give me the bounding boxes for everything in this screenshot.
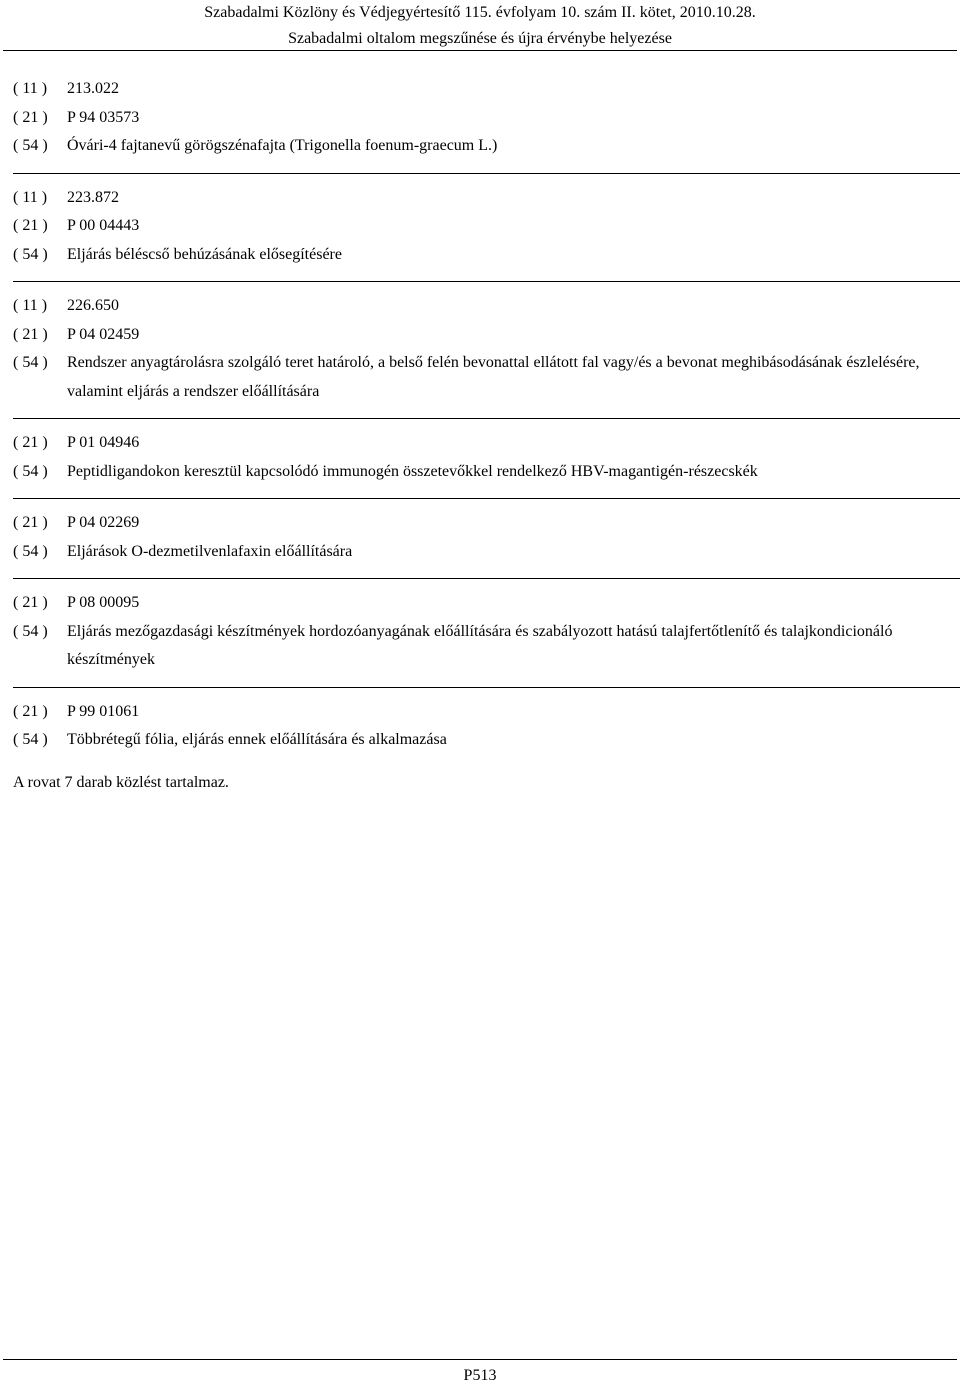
field-code: ( 54 )	[13, 137, 48, 154]
record-divider	[13, 418, 960, 419]
field-21	[13, 429, 948, 458]
record-divider	[13, 687, 960, 688]
field-54	[13, 726, 948, 755]
field-value: Eljárás mezőgazdasági készítmények hordozóanyagának előállítására és szabályozott hatású talajfertőtlenítő és talajkondicionáló készítmények	[67, 622, 893, 668]
field-value: Többrétegű fólia, eljárás ennek előállítására és alkalmazása	[67, 731, 447, 748]
record-2	[13, 184, 948, 276]
header-divider	[3, 50, 957, 51]
field-code: ( 21 )	[13, 108, 48, 126]
field-code: ( 54 )	[13, 462, 48, 480]
field-54	[13, 349, 948, 406]
record-4	[13, 429, 948, 492]
record-list	[13, 75, 948, 797]
field-code: ( 11 )	[13, 80, 48, 97]
field-value: P 99 01061	[67, 702, 140, 720]
field-code: ( 21 )	[13, 594, 48, 611]
record-3	[13, 292, 948, 412]
field-value: 226.650	[67, 297, 119, 314]
field-code: ( 21 )	[13, 514, 48, 531]
field-21	[13, 509, 948, 538]
page-number: P513	[463, 1367, 497, 1384]
field-value: Eljárás béléscső behúzásának elősegítésére	[67, 245, 342, 263]
field-value: P 00 04443	[67, 217, 140, 234]
field-11	[13, 184, 948, 213]
field-value: Rendszer anyagtárolásra szolgáló teret határoló, a belső felén bevonattal ellátott fal vagy/és a bevonat meghibásodásának észlelésére, valamint eljárás a rendszer előállítására	[67, 354, 920, 400]
field-code: ( 11 )	[13, 188, 48, 206]
field-value: Eljárások O-dezmetilvenlafaxin előállítására	[67, 542, 353, 560]
field-value: 223.872	[67, 188, 119, 206]
field-54	[13, 618, 948, 675]
field-21	[13, 104, 948, 133]
field-value: P 04 02269	[67, 514, 140, 531]
field-code: ( 54 )	[13, 354, 48, 371]
field-value: P 08 00095	[67, 594, 140, 611]
record-6	[13, 589, 948, 681]
field-value: Peptidligandokon keresztül kapcsolódó immunogén összetevőkkel rendelkező HBV-magantigén-részecskék	[67, 462, 758, 480]
field-code: ( 54 )	[13, 245, 48, 263]
field-54	[13, 132, 948, 161]
field-54	[13, 241, 948, 270]
field-11	[13, 292, 948, 321]
field-value: Óvári-4 fajtanevű görögszénafajta (Trigonella foenum-graecum L.)	[67, 137, 498, 154]
field-21	[13, 321, 948, 350]
field-value: P 04 02459	[67, 325, 140, 343]
field-code: ( 54 )	[13, 622, 48, 640]
section-title: Szabadalmi oltalom megszűnése és újra érvénybe helyezése	[288, 30, 672, 47]
field-21	[13, 589, 948, 618]
section-summary: A rovat 7 darab közlést tartalmaz.	[13, 773, 229, 791]
record-divider	[13, 578, 960, 579]
field-code: ( 11 )	[13, 297, 48, 314]
footer-divider	[3, 1359, 957, 1360]
record-divider	[13, 498, 960, 499]
field-code: ( 54 )	[13, 731, 48, 748]
record-7	[13, 698, 948, 761]
field-value: P 01 04946	[67, 434, 140, 451]
field-21	[13, 698, 948, 727]
field-code: ( 21 )	[13, 217, 48, 234]
field-value: 213.022	[67, 80, 119, 97]
journal-title: Szabadalmi Közlöny és Védjegyértesítő 115. évfolyam 10. szám II. kötet, 2010.10.28.	[204, 4, 756, 21]
field-value: P 94 03573	[67, 108, 140, 126]
field-code: ( 54 )	[13, 542, 48, 560]
record-divider	[13, 173, 960, 174]
record-1	[13, 75, 948, 167]
record-divider	[13, 281, 960, 282]
field-code: ( 21 )	[13, 325, 48, 343]
field-21	[13, 212, 948, 241]
field-11	[13, 75, 948, 104]
field-code: ( 21 )	[13, 434, 48, 451]
page-header	[0, 0, 960, 52]
field-54	[13, 458, 948, 487]
record-5	[13, 509, 948, 572]
field-code: ( 21 )	[13, 702, 48, 720]
field-54	[13, 538, 948, 567]
